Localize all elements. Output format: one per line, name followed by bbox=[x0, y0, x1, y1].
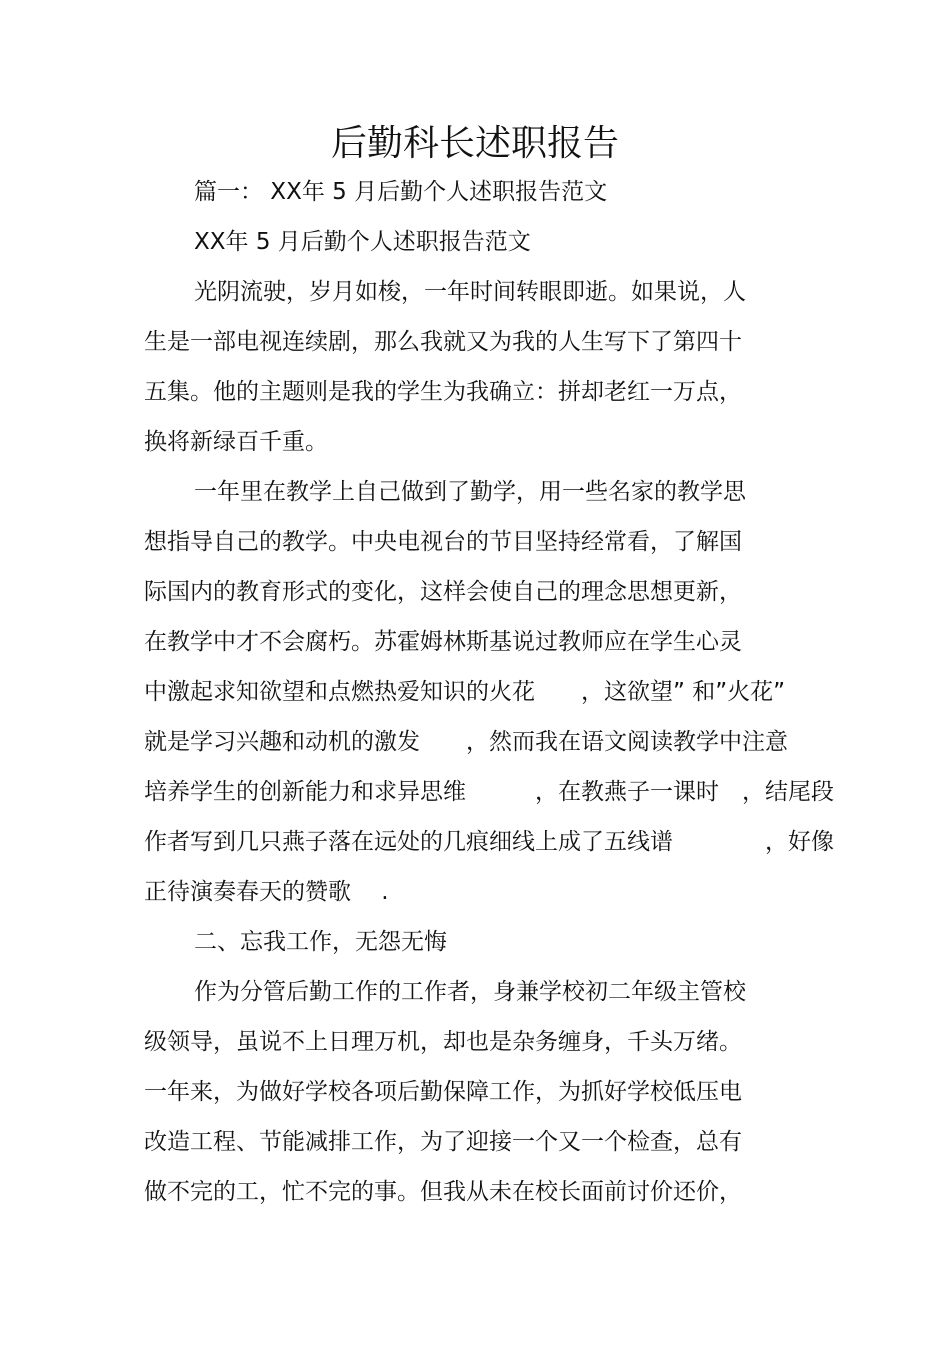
text-line: 作为分管后勤工作的工作者，身兼学校初二年级主管校 bbox=[194, 979, 746, 1005]
text-line: 想指导自己的教学。中央电视台的节目坚持经常看，了解国 bbox=[144, 529, 742, 555]
text-line: 作者写到几只燕子落在远处的几痕细线上成了五线谱 ，好像 bbox=[144, 829, 834, 855]
text-line: 生是一部电视连续剧，那么我就又为我的人生写下了第四十 bbox=[144, 329, 742, 355]
text-line: 改造工程、节能减排工作，为了迎接一个又一个检查，总有 bbox=[144, 1129, 742, 1155]
text-line: 中激起求知欲望和点燃热爱知识的火花 ，这欲望” 和”火花” bbox=[144, 679, 786, 705]
text-line: 一年里在教学上自己做到了勤学，用一些名家的教学思 bbox=[194, 479, 746, 505]
text-line: 二、忘我工作，无怨无悔 bbox=[194, 929, 447, 955]
text-line: 做不完的工，忙不完的事。但我从未在校长面前讨价还价， bbox=[144, 1179, 742, 1205]
text-line: XX年 5 月后勤个人述职报告范文 bbox=[194, 229, 531, 255]
text-line: 级领导，虽说不上日理万机，却也是杂务缠身，千头万绪。 bbox=[144, 1029, 742, 1055]
text-line: 正待演奏春天的赞歌 . bbox=[144, 879, 389, 905]
text-line: 际国内的教育形式的变化，这样会使自己的理念思想更新， bbox=[144, 579, 742, 605]
text-line: 就是学习兴趣和动机的激发 ，然而我在语文阅读教学中注意 bbox=[144, 729, 788, 755]
text-line: 光阴流驶，岁月如梭，一年时间转眼即逝。如果说，人 bbox=[194, 279, 746, 305]
document-title: 后勤科长述职报告 bbox=[330, 123, 619, 164]
text-line: 换将新绿百千重。 bbox=[144, 429, 328, 455]
text-line: 五集。他的主题则是我的学生为我确立：拼却老红一万点， bbox=[144, 379, 742, 405]
text-line: 一年来，为做好学校各项后勤保障工作，为抓好学校低压电 bbox=[144, 1079, 742, 1105]
text-line: 培养学生的创新能力和求异思维 ，在教燕子一课时 ，结尾段 bbox=[144, 779, 834, 805]
text-line: 在教学中才不会腐朽。苏霍姆林斯基说过教师应在学生心灵 bbox=[144, 629, 742, 655]
text-line: 篇一： XX年 5 月后勤个人述职报告范文 bbox=[194, 179, 608, 205]
